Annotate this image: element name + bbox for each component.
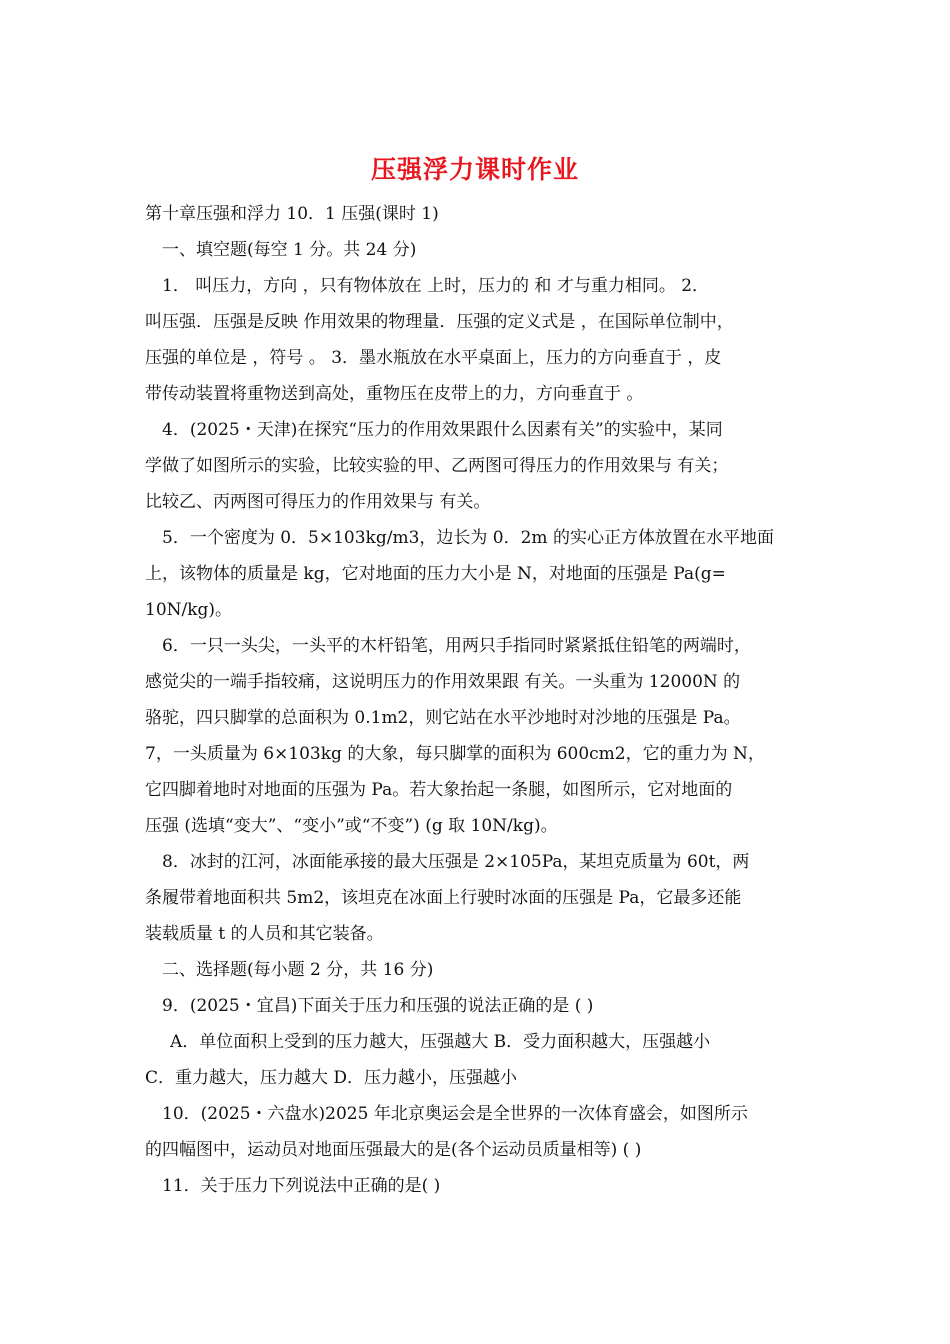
question-line: 10N/kg)。 [145,600,233,620]
answer-options-line: A．单位面积上受到的压力越大，压强越大 B．受力面积越大，压强越小 [170,1032,711,1052]
question-line: 11．关于压力下列说法中正确的是( ) [162,1176,441,1196]
section-heading-choice: 二、选择题(每小题 2 分，共 16 分) [162,960,434,980]
section-heading-fill-blank: 一、填空题(每空 1 分。共 24 分) [162,240,417,260]
question-line: 1． 叫压力，方向 ，只有物体放在 上时，压力的 和 才与重力相同。 2． [162,276,710,296]
question-line: 叫压强．压强是反映 作用效果的物理量．压强的定义式是 ，在国际单位制中， [145,312,734,332]
question-line: 6．一只一头尖，一头平的木杆铅笔，用两只手指同时紧紧抵住铅笔的两端时， [162,636,751,656]
question-line: 4．(2025・天津)在探究“压力的作用效果跟什么因素有关”的实验中，某同 [162,420,723,440]
question-line: 7，一头质量为 6×103kg 的大象，每只脚掌的面积为 600cm2，它的重力为 N， [145,744,765,764]
question-line: 5．一个密度为 0．5×103kg/m3，边长为 0．2m 的实心正方体放置在水平地面 [162,528,774,548]
question-line: 上，该物体的质量是 kg，它对地面的压力大小是 N，对地面的压强是 Pa(g= [145,564,726,584]
question-line: 装载质量 t 的人员和其它装备。 [145,924,384,944]
question-line: 9．(2025・宜昌)下面关于压力和压强的说法正确的是 ( ) [162,996,594,1016]
question-line: 条履带着地面积共 5m2，该坦克在冰面上行驶时冰面的压强是 Pa，它最多还能 [145,888,742,908]
question-line: 感觉尖的一端手指较痛，这说明压力的作用效果跟 有关。一头重为 12000N 的 [145,672,741,692]
question-line: 压强 (选填“变大”、“变小”或“不变”) (g 取 10N/kg)。 [145,816,558,836]
chapter-heading: 第十章压强和浮力 10．1 压强(课时 1) [145,204,439,224]
question-line: 骆驼，四只脚掌的总面积为 0.1m2，则它站在水平沙地时对沙地的压强是 Pa。 [145,708,741,728]
question-line: 8．冰封的江河，冰面能承接的最大压强是 2×105Pa，某坦克质量为 60t，两 [162,852,750,872]
question-line: 10．(2025・六盘水)2025 年北京奥运会是全世界的一次体育盛会，如图所示 [162,1104,748,1124]
question-line: 它四脚着地时对地面的压强为 Pa。若大象抬起一条腿，如图所示，它对地面的 [145,780,733,800]
answer-options-line: C．重力越大，压力越大 D．压力越小，压强越小 [145,1068,518,1088]
question-line: 带传动装置将重物送到高处，重物压在皮带上的力，方向垂直于 。 [145,384,644,404]
question-line: 比较乙、丙两图可得压力的作用效果与 有关。 [145,492,491,512]
document-title: 压强浮力课时作业 [370,155,579,184]
question-line: 学做了如图所示的实验，比较实验的甲、乙两图可得压力的作用效果与 有关； [145,456,729,476]
question-line: 的四幅图中，运动员对地面压强最大的是(各个运动员质量相等) ( ) [145,1140,642,1160]
question-line: 压强的单位是 ，符号 。 3．墨水瓶放在水平桌面上，压力的方向垂直于 ，皮 [145,348,722,368]
document-body [145,196,815,1204]
